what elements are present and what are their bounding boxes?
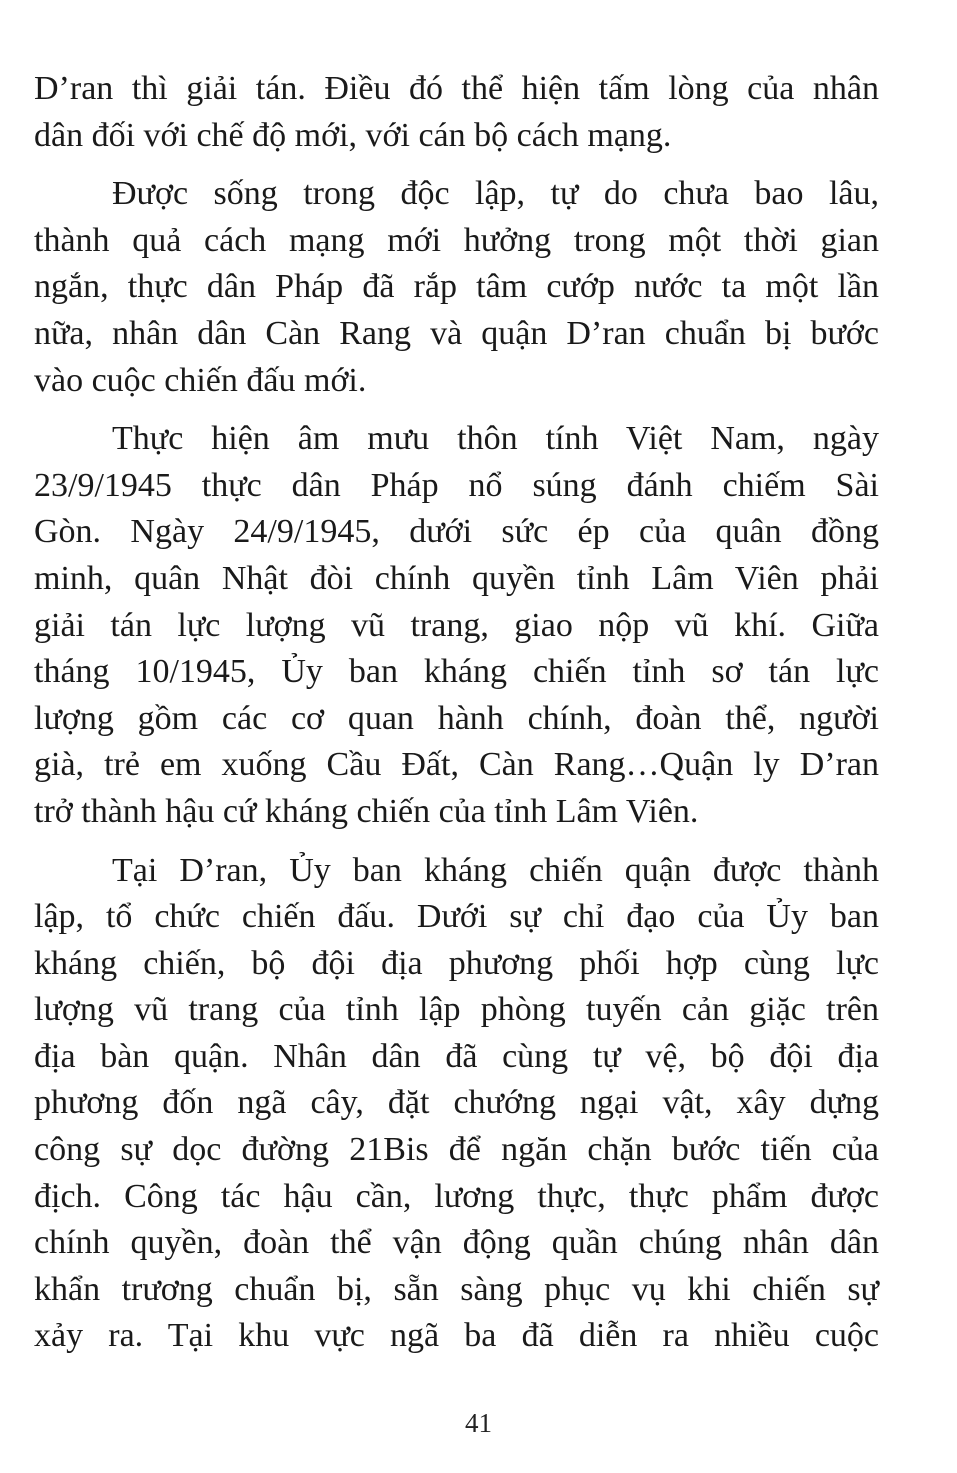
text-line: tháng 10/1945, Ủy ban kháng chiến tỉnh sơ tán lực (34, 653, 879, 691)
text-line: phương đốn ngã cây, đặt chướng ngại vật, xây dựng (34, 1084, 879, 1122)
paragraph (34, 171, 879, 404)
paragraph (34, 416, 879, 835)
text-line: trở thành hậu cứ kháng chiến của tỉnh Lâm Viên. (34, 792, 699, 830)
body-text (34, 66, 879, 1372)
text-line: Gòn. Ngày 24/9/1945, dưới sức ép của quân đồng (34, 513, 879, 551)
text-line: thành quả cách mạng mới hưởng trong một thời gian (34, 221, 879, 259)
text-line: Tại D’ran, Ủy ban kháng chiến quận được thành (112, 851, 879, 889)
text-line: già, trẻ em xuống Cầu Đất, Càn Rang…Quận ly D’ran (34, 746, 879, 784)
text-line: giải tán lực lượng vũ trang, giao nộp vũ khí. Giữa (34, 606, 879, 644)
text-line: ngắn, thực dân Pháp đã rắp tâm cướp nước ta một lần (34, 268, 879, 306)
text-line: lập, tổ chức chiến đấu. Dưới sự chỉ đạo của Ủy ban (34, 898, 879, 936)
text-line: lượng vũ trang của tỉnh lập phòng tuyến cản giặc trên (34, 991, 879, 1029)
text-line: dân đối với chế độ mới, với cán bộ cách mạng. (34, 116, 672, 154)
text-line: lượng gồm các cơ quan hành chính, đoàn thể, người (34, 699, 879, 737)
page-number: 41 (465, 1408, 492, 1438)
text-line: công sự dọc đường 21Bis để ngăn chặn bước tiến của (34, 1131, 879, 1169)
paragraph (34, 66, 879, 159)
text-line: xảy ra. Tại khu vực ngã ba đã diễn ra nhiều cuộc (34, 1317, 879, 1355)
text-line: D’ran thì giải tán. Điều đó thể hiện tấm lòng của nhân (34, 70, 879, 107)
text-line: Thực hiện âm mưu thôn tính Việt Nam, ngày (112, 420, 879, 458)
text-line: khẩn trương chuẩn bị, sẵn sàng phục vụ khi chiến sự (34, 1270, 879, 1308)
text-line: Được sống trong độc lập, tự do chưa bao lâu, (112, 175, 879, 213)
text-line: vào cuộc chiến đấu mới. (34, 361, 367, 399)
text-line: 23/9/1945 thực dân Pháp nổ súng đánh chiếm Sài (34, 466, 879, 504)
text-line: chính quyền, đoàn thể vận động quần chúng nhân dân (34, 1224, 879, 1262)
text-line: địch. Công tác hậu cần, lương thực, thực phẩm được (34, 1177, 879, 1215)
text-line: nữa, nhân dân Càn Rang và quận D’ran chuẩn bị bước (34, 314, 879, 352)
text-line: kháng chiến, bộ đội địa phương phối hợp cùng lực (34, 944, 879, 982)
text-line: minh, quân Nhật đòi chính quyền tỉnh Lâm Viên phải (34, 559, 879, 597)
text-line: địa bàn quận. Nhân dân đã cùng tự vệ, bộ đội địa (34, 1037, 879, 1075)
paragraph (34, 848, 879, 1361)
